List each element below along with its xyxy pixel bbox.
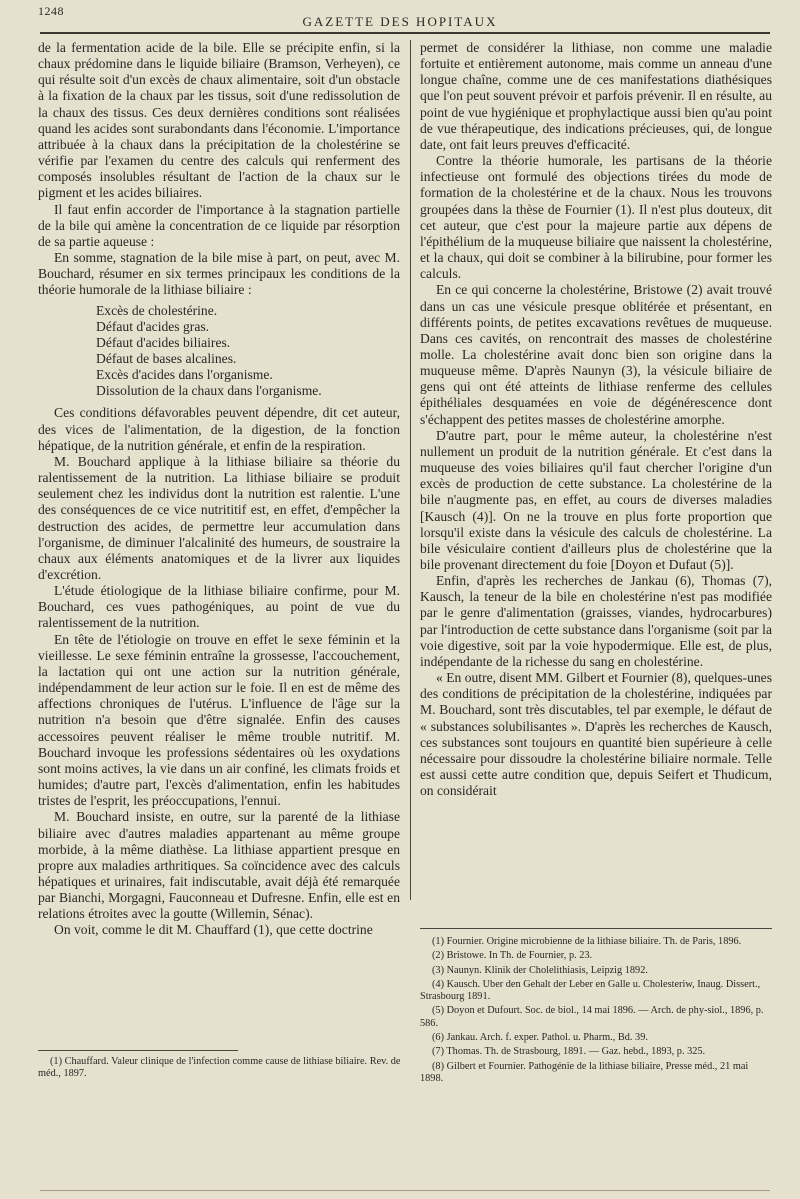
paragraph: Contre la théorie humorale, les partisans de la théorie infectieuse ont formulé des objections tirées du mode de formation de la cholestérine et de la chaux. Nous les trouvons groupées dans la thèse de Fournier (1). Il n'est plus douteux, dit cet auteur, que c'est pour la majeure partie aux dépens de l'épithélium de la muqueuse biliaire que naissent la cholestérine, et la chaux, qui doit se combiner à la bilirubine, pour former les calculs. [420,153,772,282]
left-column [38,40,400,939]
paragraph: de la fermentation acide de la bile. Elle se précipite enfin, si la chaux prédomine dans le liquide biliaire (Bramson, Verheyen), ce qui résulte soit d'un excès de chaux alimentaire, soit d'un obstacle à la fixation de la chaux par les tissus, soit d'une redissolution de la chaux des tissus. Ces deux dernières conditions sont réalisées quand les acides sont surabondants dans l'économie. L'importance attribuée à la chaux dans la précipitation de la cholestérine se vérifie par l'examen du centre des calculs qui renferment des composés insolubles résultant de l'action de la chaux sur le pigment et les acides biliaires. [38,40,400,201]
paragraph: Enfin, d'après les recherches de Jankau (6), Thomas (7), Kausch, la teneur de la bile en cholestérine n'est pas modifiée par le genre d'alimentation (graisses, viandes, hydrocarbures) par l'introduction de cette substance dans l'organisme (soit par la voie digestive, soit par la voie hypodermique. Elle est, de plus, indépendante de la richesse du sang en cholestérine. [420,573,772,669]
paragraph: D'autre part, pour le même auteur, la cholestérine n'est nullement un produit de la nutrition générale. Et c'est dans la muqueuse des voies biliaires qu'il faut chercher l'origine d'un excès de production de cette substance. La cholestérine de la bile n'augmente pas, en effet, au cours de diverses maladies [Kausch (4)]. On ne la trouve en plus forte proportion que lorsqu'il existe dans la vésicule des calculs de cholestérine. La bile vésiculaire contient d'ailleurs plus de cholestérine que la bile provenant directement du foie [Doyon et Dufaut (5)]. [420,427,772,572]
footnote: (6) Jankau. Arch. f. exper. Pathol. u. Pharm., Bd. 39. [432,1032,648,1044]
footnotes-left [38,1056,408,1083]
footnote: (8) Gilbert et Fournier. Pathogénie de la lithiase biliaire, Presse méd., 21 mai 1898. [420,1060,749,1084]
list-item: Excès de cholestérine. [96,302,218,318]
paragraph: On voit, comme le dit M. Chauffard (1), que cette doctrine [54,922,373,938]
paragraph: En somme, stagnation de la bile mise à part, on peut, avec M. Bouchard, résumer en six termes principaux les conditions de la théorie humorale de la lithiase biliaire : [38,250,400,298]
footnote: (5) Doyon et Dufourt. Soc. de biol., 14 mai 1896. — Arch. de phy-siol., 1896, p. 586. [420,1005,764,1029]
paragraph: M. Bouchard insiste, en outre, sur la parenté de la lithiase biliaire avec d'autres maladies appartenant au même groupe morbide, à la même diathèse. La lithiase appartient presque en propre aux maladies arthritiques. Sa coïncidence avec des calculs hépatiques et urinaires, fait indiscutable, avait déjà été remarquée par Bianchi, Morgagni, Fauconneau et Dufresne. Enfin, elle est en relations étroites avec la goutte (Willemin, Sénac). [38,809,400,922]
footnotes-right [420,936,770,1087]
paragraph: En ce qui concerne la cholestérine, Bristowe (2) avait trouvé dans un cas une vésicule presque oblitérée et présentant, en différents points, de petites excavations revêtues de muqueuse. Dans ces cavités, on rencontrait des masses de cholestérine molle. La cholestérine avait donc bien son origine dans la muqueuse même. D'après Naunyn (3), la vésicule biliaire de gens qui ont été atteints de lithiase renferme des cellules épithéliales desquamées en voie de dégénérescence dont s'échappent des petites masses de cholestérine amorphe. [420,282,772,427]
page-number: 1248 [38,4,64,18]
column-divider [410,40,411,900]
conditions-list [96,303,400,400]
right-column [420,40,772,799]
footnote-rule [420,928,772,929]
paragraph: « En outre, disent MM. Gilbert et Fournier (8), quelques-unes des conditions de précipitation de la cholestérine, indiquées par M. Bouchard, sont très discutables, tel par exemple, le défaut de « substances solubilisantes ». D'après les recherches de Kausch, ces substances sont toujours en quantité bien supérieure à celle nécessaire pour dissoudre la cholestérine biliaire normale. Telle est aussi cette autre condition que, depuis Seifert et Thudicum, on considérait [420,670,773,799]
bottom-rule [40,1190,770,1191]
header-rule [40,32,770,34]
footnote-rule [38,1050,238,1051]
footnote: (4) Kausch. Uber den Gehalt der Leber en Galle u. Cholesteriw, Inaug. Dissert., Strasbourg 1891. [420,978,761,1003]
list-item: Excès d'acides dans l'organisme. [96,367,273,383]
list-item: Défaut d'acides gras. [96,318,210,334]
paragraph: L'étude étiologique de la lithiase biliaire confirme, pour M. Bouchard, ces vues pathogéniques, au point de vue du ralentissement de la nutrition. [38,583,400,631]
paragraph: En tête de l'étiologie on trouve en effet le sexe féminin et la vieillesse. Le sexe féminin entraîne la grossesse, l'accouchement, la lactation qui ont une action sur la nutrition générale, indépendamment de leur action sur le foie. Il en est de même des affections chroniques de l'utérus. L'influence de l'âge sur la nutrition n'a besoin que d'être signalée. Enfin des causes accessoires peuvent réaliser le même trouble nutritif. M. Bouchard invoque les professions sédentaires où les oxydations sont moins actives, la vie dans un air confiné, les climats froids et humides; d'autre part, l'excès d'alimentation, enfin les habitudes tristes de l'esprit, les préoccupations, l'ennui. [38,631,400,809]
list-item: Dissolution de la chaux dans l'organisme. [96,383,322,399]
running-title: GAZETTE DES HOPITAUX [302,14,498,29]
paragraph: Il faut enfin accorder de l'importance à la stagnation partielle de la bile qui amène la concentration de ce liquide par résorption de sa partie aqueuse : [38,201,400,249]
list-item: Défaut de bases alcalines. [96,350,237,366]
footnote: (7) Thomas. Th. de Strasbourg, 1891. — Gaz. hebd., 1893, p. 325. [432,1046,706,1058]
footnote: (1) Fournier. Origine microbienne de la lithiase biliaire. Th. de Paris, 1896. [432,936,742,947]
footnote: (3) Naunyn. Klinik der Cholelithiasis, Leipzig 1892. [432,964,648,976]
list-item: Défaut d'acides biliaires. [96,334,231,350]
paragraph: M. Bouchard applique à la lithiase biliaire sa théorie du ralentissement de la nutrition. La lithiase biliaire se produit seulement chez les individus dont la nutrition est ralentie. L'une des conséquences de ce vice nutrititif est, en effet, d'empêcher la destruction des acides, de permettre leur accumulation dans l'organisme, de diminuer l'alcalinité des humeurs, de soustraire la chaux aux éléments anatomiques et de la livrer aux liquides d'excrétion. [38,453,400,582]
paragraph: permet de considérer la lithiase, non comme une maladie fortuite et entièrement autonome, mais comme un anneau d'une longue chaîne, comme une de ces manifestations diathésiques que l'on peut souvent prévoir et parfois prévenir. Il en résulte, au point de vue hygiénique et prophylactique aussi bien qu'au point de vue thérapeutique, des indications précieuses, qui, de longue date, ont fait leurs preuves d'efficacité. [420,40,772,152]
footnote: (2) Bristowe. In Th. de Fournier, p. 23. [432,950,593,962]
footnote: (1) Chauffard. Valeur clinique de l'infection comme cause de lithiase biliaire. Rev. de méd., 1897. [38,1056,401,1080]
paragraph: Ces conditions défavorables peuvent dépendre, dit cet auteur, des vices de l'alimentation, de la digestion, de la fonction hépatique, de la nutrition générale, et enfin de la respiration. [38,405,400,453]
